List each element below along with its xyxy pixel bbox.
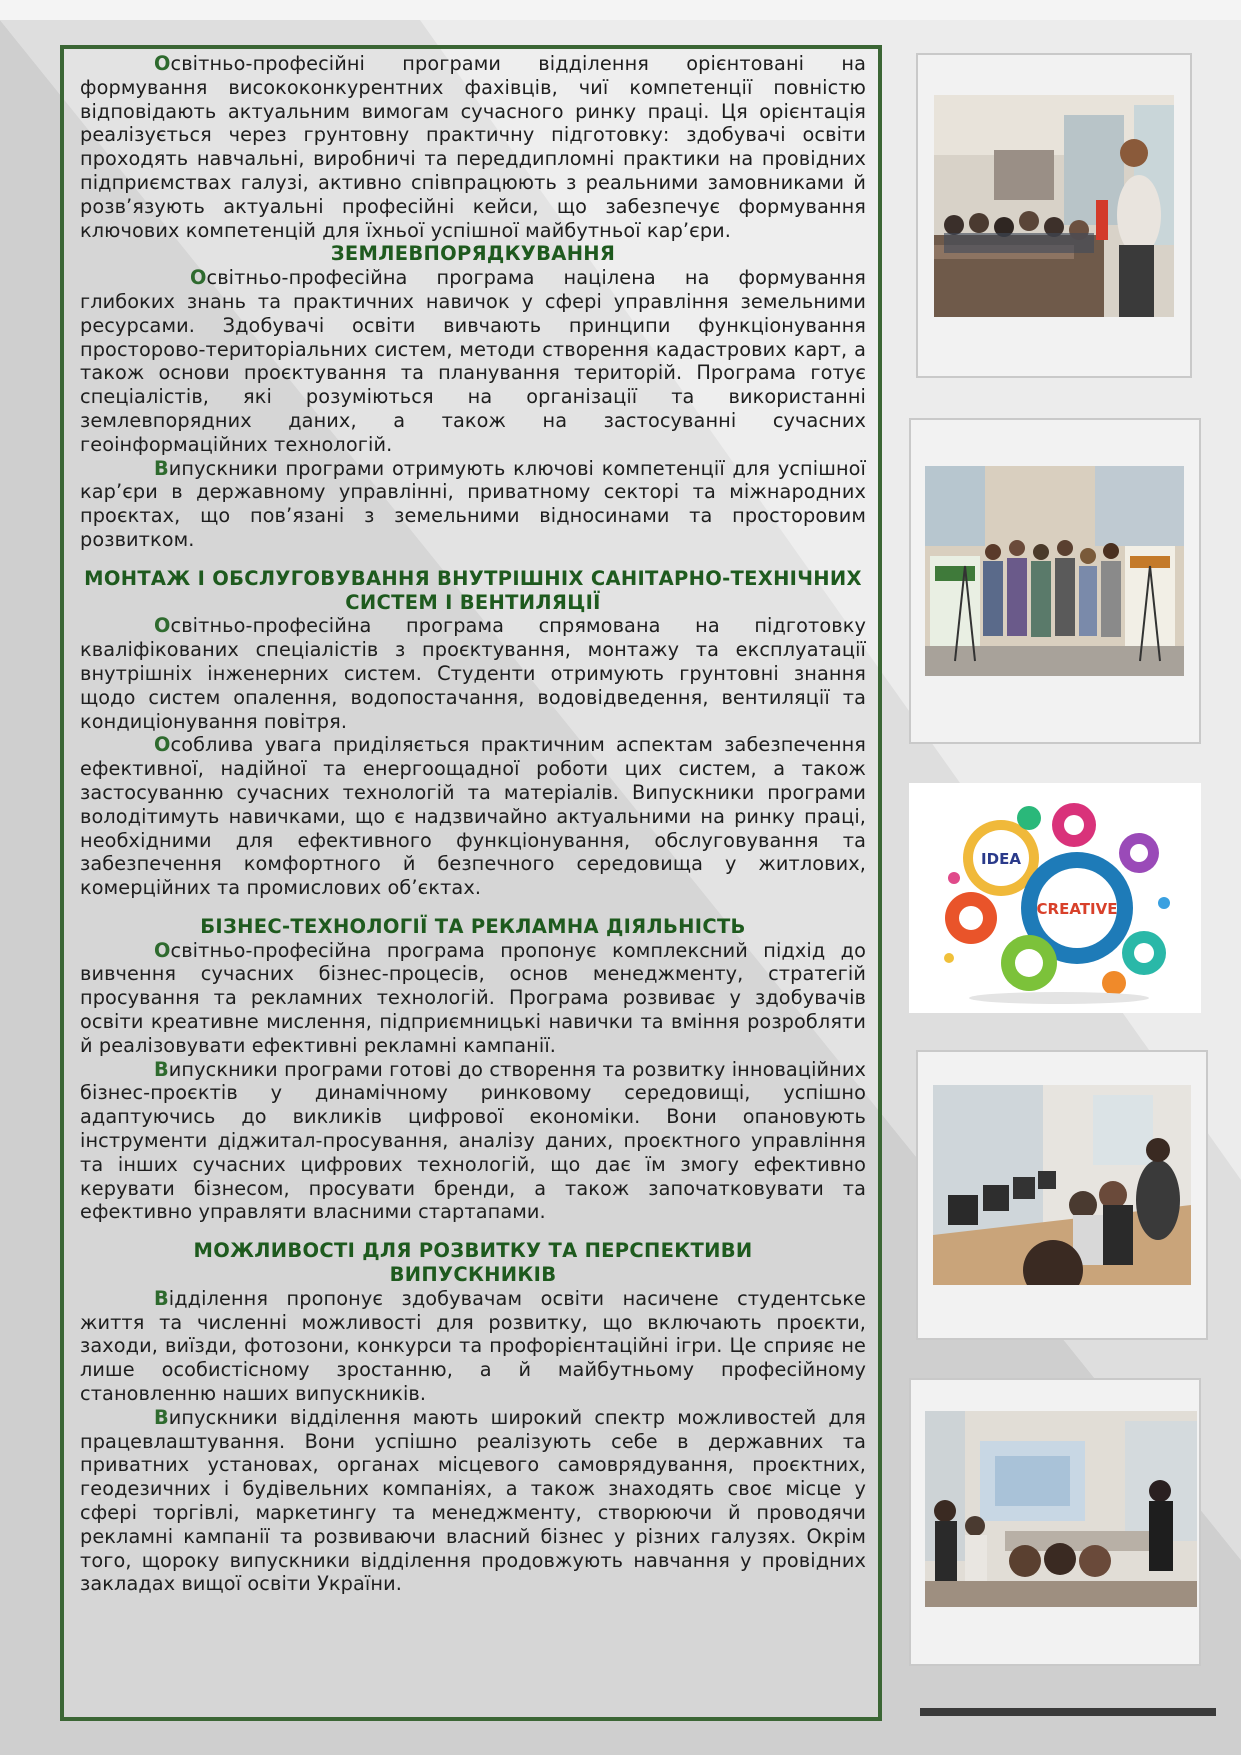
photo-surveying-group — [925, 466, 1184, 676]
drop-letter: В — [154, 1286, 169, 1310]
drop-letter: О — [154, 733, 171, 757]
section-title-opportunities: МОЖЛИВОСТІ ДЛЯ РОЗВИТКУ ТА ПЕРСПЕКТИВИ ВИПУСКНИКІВ — [193, 1239, 753, 1287]
idea-label: IDEA — [981, 850, 1021, 868]
drop-letter: О — [154, 938, 171, 962]
paragraph-text: ипускники відділення мають широкий спектр можливостей для працевлаштування. Вони успішно реалізують себе в державних та приватних установах, органах місцевого самоврядування, проєктних, геодезичних і будівельних компаніях, а також знаходять своє місце у сфері торгівлі, маркетингу та менеджменту, створюючи й проводячи рекламні кампанії та розвиваючи власний бізнес у різних галузях. Окрім того, щороку випускники відділення продовжують навчання у провідних закладах вищої освіти України. — [80, 1405, 866, 1596]
gear-icon — [945, 892, 997, 944]
drop-letter: В — [154, 1405, 169, 1429]
drop-letter: О — [154, 52, 171, 75]
gear-icon — [1122, 931, 1166, 975]
gear-icon — [1119, 833, 1159, 873]
gear-icon — [1102, 971, 1126, 995]
paragraph-text: соблива увага приділяється практичним аспектам забезпечення ефективної, надійної та енергоощадної роботи цих систем, а також застосуванню сучасних технологій та матеріалів. Випускники програми володітимуть навичками, що є надзвичайно актуальними на ринку праці, необхідними для ефективного функціонування, обслуговування та забезпечення комфортного й безпечного середовища у житлових, комерційних та промислових об’єктах. — [80, 733, 866, 900]
paragraph-text: світньо-професійні програми відділення орієнтовані на формування висококонкурентних фахівців, чиї компетенції повністю відповідають актуальним вимогам сучасного ринку праці. Ця орієнтація реалізується через грунтовну практичну підготовку: здобувачі освіти проходять навчальні, виробничі та переддипломні практики на провідних підприємствах галузі, активно співпрацюють з реальними замовниками й розв’язують актуальні професійні кейси, що забезпечує формування ключових компетенцій для їхньої успішної майбутньої кар’єри. — [80, 52, 866, 242]
photo-computer-lab — [933, 1085, 1191, 1285]
section-paragraph — [80, 1406, 866, 1596]
drop-letter: В — [154, 456, 169, 480]
gear-icon — [1052, 803, 1096, 847]
drop-letter: О — [190, 266, 207, 290]
section-paragraph — [80, 1287, 866, 1406]
section-paragraph — [80, 733, 866, 900]
paragraph-text: світньо-професійна програма спрямована на підготовку кваліфікованих спеціалістів з проєктування, монтажу та експлуатації внутрішніх інженерних систем. Студенти отримують грунтовні знання щодо систем опалення, водопостачання, водовідведення, вентиляції та кондиціонування повітря. — [80, 614, 866, 733]
section-title-land-management: ЗЕМЛЕВПОРЯДКУВАННЯ — [330, 242, 616, 266]
section-title-sanitary-systems: МОНТАЖ І ОБСЛУГОВУВАННЯ ВНУТРІШНІХ САНІТАРНО-ТЕХНІЧНИХ СИСТЕМ І ВЕНТИЛЯЦІЇ — [84, 566, 862, 614]
gear-icon — [1001, 935, 1057, 991]
section-paragraph — [80, 266, 866, 456]
intro-paragraph — [80, 52, 866, 242]
footer-bar — [920, 1708, 1216, 1716]
section-paragraph — [80, 457, 866, 552]
paragraph-text: ідділення пропонує здобувачам освіти насичене студентське життя та численні можливості для розвитку, що включають проєкти, заходи, виїзди, фотозони, конкурси та профорієнтаційні ігри. Це сприяє не лише особистісному зростанню, а й майбутньому професійному становленню наших випускників. — [80, 1286, 866, 1406]
section-paragraph — [80, 614, 866, 733]
creative-label: CREATIVE — [1036, 900, 1118, 918]
paragraph-text: ипускники програми готові до створення та розвитку інноваційних бізнес-проєктів у динамічному ринковому середовищі, успішно адаптуючись до викликів цифрової економіки. Вони опановують інструменти діджитал-просування, аналізу даних, проєктного управління та інших сучасних цифрових технологій, що дає їм змогу ефективно керувати бізнесом, просувати бренди, а також започатковувати та ефективно управляти власними стартапами. — [80, 1057, 866, 1224]
paragraph-text: світньо-професійна програма націлена на формування глибоких знань та практичних навичок у сфері управління земельними ресурсами. Здобувачі освіти вивчають принципи функціонування просторово-територіальних систем, методи створення кадастрових карт, а також основи проєктування та планування територій. Програма готує спеціалістів, які розуміються на організації та використанні землевпорядних даних, а також на застосуванні сучасних геоінформаційних технологій. — [80, 266, 866, 456]
photo-classroom-presentation — [934, 95, 1174, 317]
section-paragraph — [80, 1058, 866, 1225]
photo-projector-presentation — [925, 1411, 1197, 1607]
gear-icon — [1017, 806, 1041, 830]
gears-creative-illustration — [909, 783, 1201, 1013]
section-title-business-technologies: БІЗНЕС-ТЕХНОЛОГІЇ ТА РЕКЛАМНА ДІЯЛЬНІСТЬ — [200, 914, 746, 938]
section-paragraph — [80, 939, 866, 1058]
paragraph-text: ипускники програми отримують ключові компетенції для успішної кар’єри в державному управлінні, приватному секторі та міжнародних проєктах, що пов’язані з земельними відносинами та просторовим розвитком. — [80, 456, 866, 551]
drop-letter: В — [154, 1057, 169, 1081]
drop-letter: О — [154, 614, 171, 638]
paragraph-text: світньо-професійна програма пропонує комплексний підхід до вивчення сучасних бізнес-процесів, основ менеджменту, стратегій просування та рекламних технологій. Програма розвиває у здобувачів освіти креативне мислення, підприємницькі навички та вміння розробляти й реалізовувати ефективні рекламні кампанії. — [80, 938, 866, 1057]
main-content — [80, 52, 866, 1596]
